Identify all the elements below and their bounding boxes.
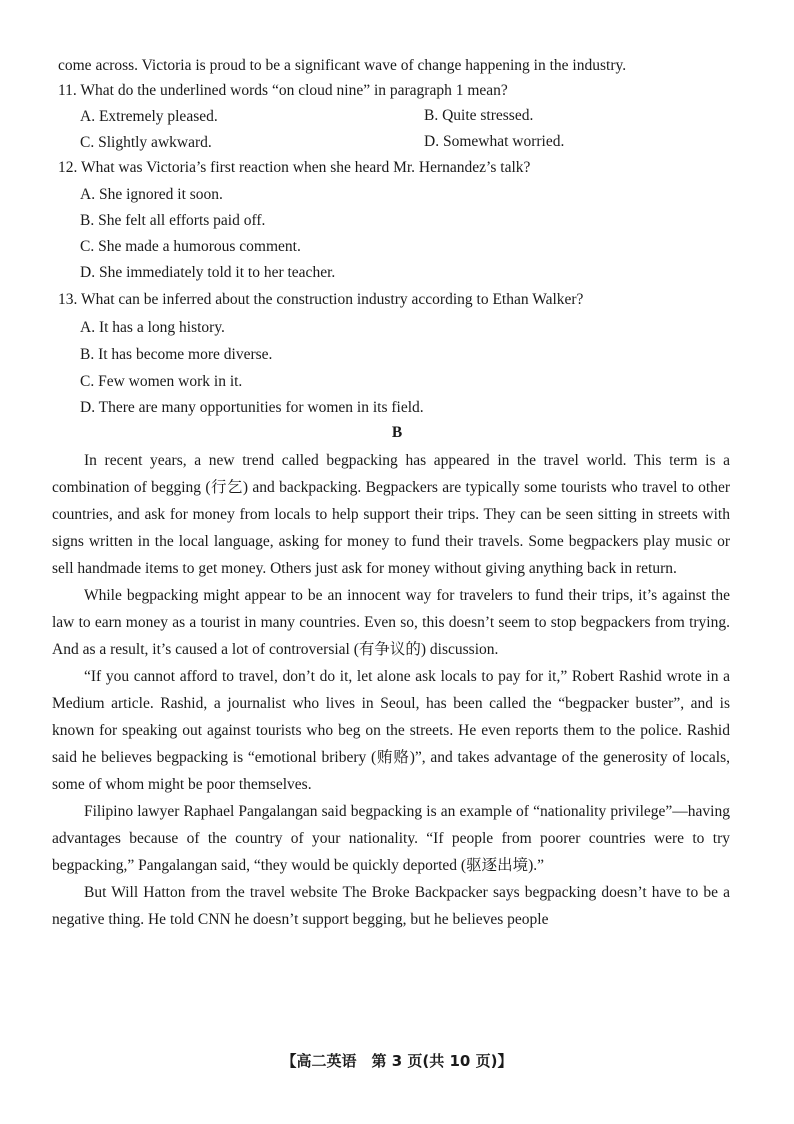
passage-paragraph: Filipino lawyer Raphael Pangalangan said begpacking is an example of “nationality privilege”—having advantages because of the country of your nationality. “If people from poorer countries were to try begpacking,” Pangalangan said, “they would be quickly deported (驱逐出境).” — [52, 803, 730, 874]
question-11-stem: 11. What do the underlined words “on cloud nine” in paragraph 1 mean? — [58, 82, 508, 99]
question-13-option-c: C. Few women work in it. — [80, 373, 243, 390]
passage-paragraph: While begpacking might appear to be an innocent way for travelers to fund their trips, it’s against the law to earn money as a tourist in many countries. Even so, this doesn’t seem to stop begpackers from trying. And as a result, it’s caused a lot of controversial (有争议的) discussion. — [52, 587, 730, 658]
question-12-option-d: D. She immediately told it to her teacher. — [80, 264, 336, 281]
question-12-option-a: A. She ignored it soon. — [80, 186, 223, 203]
passage-paragraph: But Will Hatton from the travel website The Broke Backpacker says begpacking doesn’t have to be a negative thing. He told CNN he doesn’t support begging, but he believes people — [52, 884, 730, 928]
question-11-option-d: D. Somewhat worried. — [424, 133, 565, 150]
intro-line: come across. Victoria is proud to be a significant wave of change happening in the industry. — [58, 57, 627, 74]
question-13-option-b: B. It has become more diverse. — [80, 346, 273, 363]
question-12-stem: 12. What was Victoria’s first reaction when she heard Mr. Hernandez’s talk? — [58, 159, 531, 176]
question-11-option-c: C. Slightly awkward. — [80, 134, 212, 151]
passage-paragraph: In recent years, a new trend called begpacking has appeared in the travel world. This term is a combination of begging (行乞) and backpacking. Begpackers are typically some tourists who travel to other countries, and ask for money from locals to help support their trips. They can be seen sitting in streets with signs written in the local language, asking for money to fund their travels. Some begpackers play music or sell handmade items to get money. Others just ask for money without giving anything back in return. — [52, 452, 730, 577]
section-title: B — [391, 424, 403, 441]
passage-b — [52, 447, 730, 933]
question-13-option-d: D. There are many opportunities for women in its field. — [80, 399, 424, 416]
passage-paragraph: “If you cannot afford to travel, don’t do it, let alone ask locals to pay for it,” Robert Rashid wrote in a Medium article. Rashid, a journalist who lives in Seoul, has been called the “begpacker buster”, and is known for speaking out against tourists who beg on the streets. He even reports them to the police. Rashid said he believes begpacking is “emotional bribery (贿赂)”, and takes advantage of the generosity of locals, some of whom might be poor themselves. — [52, 668, 730, 793]
question-12-option-c: C. She made a humorous comment. — [80, 238, 301, 255]
question-13-stem: 13. What can be inferred about the construction industry according to Ethan Walker? — [58, 291, 584, 308]
question-11-option-a: A. Extremely pleased. — [80, 108, 218, 125]
page-footer: 【高二英语 第 3 页(共 10 页)】 — [281, 1052, 513, 1070]
question-13-option-a: A. It has a long history. — [80, 319, 225, 336]
question-12-option-b: B. She felt all efforts paid off. — [80, 212, 266, 229]
question-11-option-b: B. Quite stressed. — [424, 107, 534, 124]
